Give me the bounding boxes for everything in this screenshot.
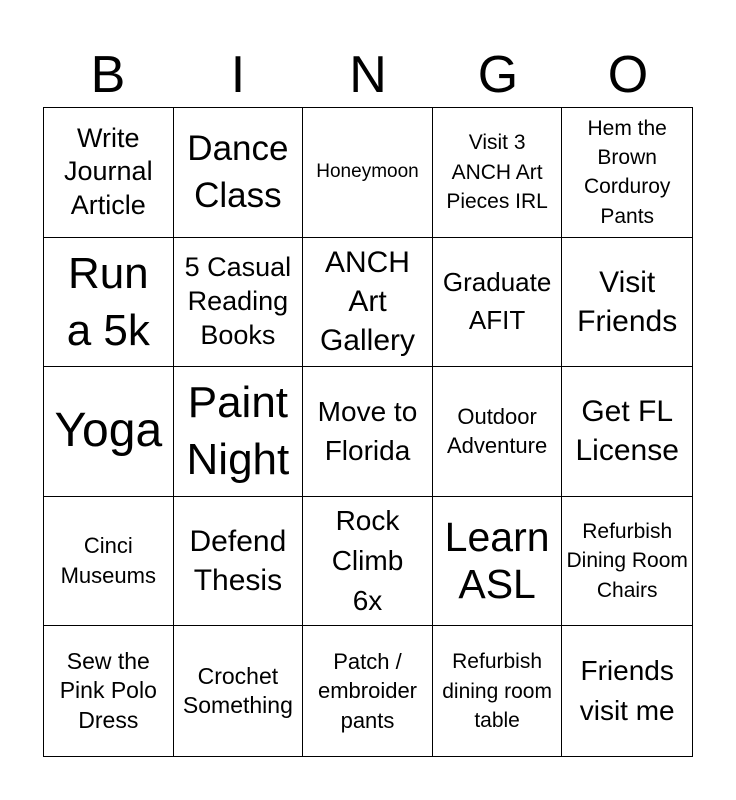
cell-label: Cinci Museums [60, 533, 156, 589]
bingo-cell[interactable] [562, 497, 692, 627]
cell-label: Hem the Brown Corduroy Pants [584, 116, 671, 228]
cell-label: Learn ASL [444, 513, 550, 608]
bingo-cell[interactable] [44, 108, 174, 238]
bingo-cell[interactable] [44, 497, 174, 627]
bingo-cell[interactable] [174, 497, 304, 627]
cell-label: Visit Friends [577, 265, 678, 338]
cell-label: Graduate AFIT [442, 267, 552, 335]
bingo-cell[interactable] [303, 497, 433, 627]
cell-label: Move to Florida [317, 395, 418, 467]
bingo-cell[interactable] [174, 626, 304, 756]
cell-label: Yoga [54, 404, 163, 458]
bingo-cell[interactable] [562, 626, 692, 756]
cell-label: Honeymoon [316, 160, 419, 182]
cell-label: Outdoor Adventure [446, 403, 548, 459]
bingo-cell[interactable] [174, 108, 304, 238]
bingo-cell[interactable] [44, 626, 174, 756]
header-letter-n: N [349, 46, 387, 104]
bingo-cell[interactable] [174, 238, 304, 368]
cell-label: Rock Climb 6x [331, 505, 404, 616]
cell-label: Patch / embroider pants [317, 648, 418, 734]
bingo-cell[interactable] [433, 108, 563, 238]
bingo-cell[interactable] [433, 626, 563, 756]
bingo-cell[interactable] [562, 238, 692, 368]
cell-label: Visit 3 ANCH Art Pieces IRL [446, 131, 548, 213]
cell-label: Crochet Something [182, 662, 293, 719]
cell-label: Get FL License [575, 395, 679, 468]
bingo-board [43, 107, 693, 757]
bingo-cell[interactable] [562, 108, 692, 238]
bingo-cell[interactable] [433, 367, 563, 497]
bingo-cell[interactable] [303, 108, 433, 238]
cell-label: Friends visit me [579, 655, 675, 727]
cell-label: Defend Thesis [189, 525, 287, 598]
bingo-cell[interactable] [303, 626, 433, 756]
bingo-cell[interactable] [433, 238, 563, 368]
bingo-cell[interactable] [303, 367, 433, 497]
cell-label: Sew the Pink Polo Dress [59, 648, 157, 733]
cell-label: Write Journal Article [64, 122, 153, 221]
header-letter-i: I [230, 46, 246, 104]
header-letter-b: B [90, 46, 126, 104]
bingo-cell[interactable] [44, 238, 174, 368]
bingo-cell[interactable] [303, 238, 433, 368]
cell-label: Refurbish dining room table [442, 650, 552, 732]
header-letter-g: G [477, 46, 519, 104]
bingo-cell[interactable] [44, 367, 174, 497]
bingo-cell[interactable] [433, 497, 563, 627]
bingo-header [43, 44, 693, 106]
cell-label: ANCH Art Gallery [319, 246, 415, 358]
bingo-cell[interactable] [562, 367, 692, 497]
bingo-cell[interactable] [174, 367, 304, 497]
cell-label: Refurbish Dining Room Chairs [566, 520, 688, 602]
cell-label: 5 Casual Reading Books [184, 252, 292, 350]
cell-label: Run a 5k [66, 248, 150, 355]
header-letter-o: O [607, 46, 649, 104]
cell-label: Paint Night [186, 378, 290, 485]
cell-label: Dance Class [187, 129, 289, 216]
